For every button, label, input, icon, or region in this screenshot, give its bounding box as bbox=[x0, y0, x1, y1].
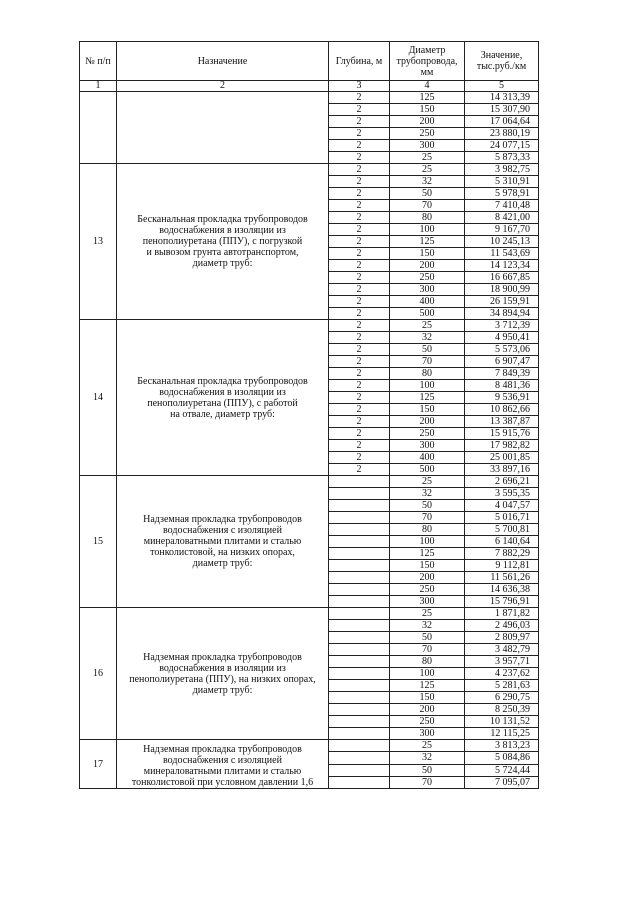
item-description-line: водоснабжения с изоляцией bbox=[163, 525, 282, 536]
depth-cell bbox=[329, 764, 390, 776]
diameter-cell: 400 bbox=[390, 452, 465, 464]
depth-cell: 2 bbox=[329, 164, 390, 176]
diameter-cell: 125 bbox=[390, 680, 465, 692]
value-cell: 14 636,38 bbox=[465, 584, 539, 596]
depth-cell: 2 bbox=[329, 248, 390, 260]
item-description bbox=[117, 740, 329, 789]
diameter-cell: 25 bbox=[390, 164, 465, 176]
depth-cell: 2 bbox=[329, 452, 390, 464]
header-diameter-line: трубопровода, bbox=[396, 55, 458, 67]
value-cell: 3 957,71 bbox=[465, 656, 539, 668]
diameter-cell: 500 bbox=[390, 464, 465, 476]
item-description-line: пенополиуретана (ППУ), на низких опорах, bbox=[129, 673, 316, 685]
item-description-line: водоснабжения в изоляции из bbox=[159, 386, 286, 398]
depth-cell: 2 bbox=[329, 200, 390, 212]
item-description bbox=[117, 608, 329, 740]
depth-cell: 2 bbox=[329, 356, 390, 368]
value-cell: 6 290,75 bbox=[465, 692, 539, 704]
item-description-line: пенополиуретана (ППУ), с работой bbox=[147, 397, 298, 409]
value-cell: 10 862,66 bbox=[465, 404, 539, 416]
item-number: 13 bbox=[80, 164, 117, 320]
diameter-cell: 32 bbox=[390, 620, 465, 632]
diameter-cell: 200 bbox=[390, 260, 465, 272]
diameter-cell: 500 bbox=[390, 308, 465, 320]
diameter-cell: 70 bbox=[390, 776, 465, 788]
value-cell: 7 849,39 bbox=[465, 368, 539, 380]
diameter-cell: 50 bbox=[390, 344, 465, 356]
depth-cell: 2 bbox=[329, 428, 390, 440]
diameter-cell: 25 bbox=[390, 152, 465, 164]
diameter-cell: 32 bbox=[390, 332, 465, 344]
value-cell: 10 131,52 bbox=[465, 716, 539, 728]
value-cell: 11 561,26 bbox=[465, 572, 539, 584]
header-value-line: тыс.руб./км bbox=[476, 61, 527, 72]
diameter-cell: 100 bbox=[390, 668, 465, 680]
depth-cell: 2 bbox=[329, 368, 390, 380]
item-description-line: водоснабжения в изоляции из bbox=[159, 662, 286, 674]
value-cell: 8 250,39 bbox=[465, 704, 539, 716]
diameter-cell: 50 bbox=[390, 764, 465, 776]
diameter-cell: 150 bbox=[390, 104, 465, 116]
value-cell: 2 496,03 bbox=[465, 620, 539, 632]
diameter-cell: 50 bbox=[390, 500, 465, 512]
column-number: 3 bbox=[329, 81, 390, 92]
diameter-cell: 200 bbox=[390, 572, 465, 584]
depth-cell bbox=[329, 716, 390, 728]
value-cell: 6 907,47 bbox=[465, 356, 539, 368]
item-description-line: тонколистовой при условном давлении 1,6 bbox=[131, 777, 314, 788]
value-cell: 5 084,86 bbox=[465, 752, 539, 764]
value-cell: 8 481,36 bbox=[465, 380, 539, 392]
value-cell: 14 313,39 bbox=[465, 92, 539, 104]
diameter-cell: 32 bbox=[390, 488, 465, 500]
value-cell: 13 387,87 bbox=[465, 416, 539, 428]
diameter-cell: 200 bbox=[390, 704, 465, 716]
item-description-line: тонколистовой, на низких опорах, bbox=[150, 547, 295, 558]
diameter-cell: 32 bbox=[390, 176, 465, 188]
depth-cell bbox=[329, 704, 390, 716]
value-cell: 3 712,39 bbox=[465, 320, 539, 332]
depth-cell: 2 bbox=[329, 104, 390, 116]
value-cell: 5 281,63 bbox=[465, 680, 539, 692]
depth-cell: 2 bbox=[329, 188, 390, 200]
header-row bbox=[80, 42, 539, 81]
table-header bbox=[80, 42, 539, 92]
value-cell: 5 873,33 bbox=[465, 152, 539, 164]
header-name: Назначение bbox=[117, 42, 329, 81]
value-cell: 23 880,19 bbox=[465, 128, 539, 140]
value-cell: 7 410,48 bbox=[465, 200, 539, 212]
value-cell: 16 667,85 bbox=[465, 272, 539, 284]
value-cell: 2 696,21 bbox=[465, 476, 539, 488]
diameter-cell: 32 bbox=[390, 752, 465, 764]
diameter-cell: 50 bbox=[390, 188, 465, 200]
table-row bbox=[80, 740, 539, 752]
depth-cell: 2 bbox=[329, 212, 390, 224]
item-description-line: на отвале, диаметр труб: bbox=[170, 408, 275, 420]
diameter-cell: 80 bbox=[390, 656, 465, 668]
depth-cell bbox=[329, 752, 390, 764]
value-cell: 34 894,94 bbox=[465, 308, 539, 320]
depth-cell: 2 bbox=[329, 344, 390, 356]
depth-cell bbox=[329, 524, 390, 536]
depth-cell: 2 bbox=[329, 320, 390, 332]
depth-cell bbox=[329, 740, 390, 752]
diameter-cell: 80 bbox=[390, 524, 465, 536]
depth-cell bbox=[329, 632, 390, 644]
item-description-line: минераловатными плитами и сталью bbox=[143, 536, 302, 547]
diameter-cell: 250 bbox=[390, 428, 465, 440]
depth-cell bbox=[329, 776, 390, 788]
value-cell: 7 882,29 bbox=[465, 548, 539, 560]
depth-cell bbox=[329, 692, 390, 704]
depth-cell: 2 bbox=[329, 440, 390, 452]
column-number: 5 bbox=[465, 81, 539, 92]
value-cell: 4 237,62 bbox=[465, 668, 539, 680]
depth-cell: 2 bbox=[329, 416, 390, 428]
diameter-cell: 150 bbox=[390, 560, 465, 572]
value-cell: 9 112,81 bbox=[465, 560, 539, 572]
diameter-cell: 80 bbox=[390, 212, 465, 224]
value-cell: 3 482,79 bbox=[465, 644, 539, 656]
item-description-line: минераловатными плитами и сталью bbox=[143, 766, 302, 777]
depth-cell bbox=[329, 548, 390, 560]
value-cell: 24 077,15 bbox=[465, 140, 539, 152]
diameter-cell: 150 bbox=[390, 248, 465, 260]
depth-cell bbox=[329, 596, 390, 608]
depth-cell bbox=[329, 584, 390, 596]
diameter-cell: 70 bbox=[390, 512, 465, 524]
diameter-cell: 100 bbox=[390, 224, 465, 236]
table-row bbox=[80, 92, 539, 104]
diameter-cell: 150 bbox=[390, 692, 465, 704]
item-description bbox=[117, 476, 329, 608]
table-row bbox=[80, 476, 539, 488]
item-description-line: пенополиуретана (ППУ), с погрузкой bbox=[142, 236, 303, 247]
diameter-cell: 125 bbox=[390, 548, 465, 560]
diameter-cell: 50 bbox=[390, 632, 465, 644]
value-cell: 5 700,81 bbox=[465, 524, 539, 536]
table-row bbox=[80, 320, 539, 332]
diameter-cell: 300 bbox=[390, 140, 465, 152]
diameter-cell: 125 bbox=[390, 392, 465, 404]
depth-cell bbox=[329, 488, 390, 500]
depth-cell: 2 bbox=[329, 236, 390, 248]
value-cell: 15 796,91 bbox=[465, 596, 539, 608]
value-cell: 33 897,16 bbox=[465, 464, 539, 476]
diameter-cell: 25 bbox=[390, 608, 465, 620]
value-cell: 4 047,57 bbox=[465, 500, 539, 512]
header-diameter-line: мм bbox=[420, 66, 434, 78]
depth-cell bbox=[329, 500, 390, 512]
item-description-line: Бесканальная прокладка трубопроводов bbox=[137, 214, 308, 225]
item-description-line: Бесканальная прокладка трубопроводов bbox=[137, 375, 308, 387]
depth-cell bbox=[329, 656, 390, 668]
depth-cell: 2 bbox=[329, 92, 390, 104]
value-cell: 5 310,91 bbox=[465, 176, 539, 188]
value-cell: 9 536,91 bbox=[465, 392, 539, 404]
column-numbers-row bbox=[80, 81, 539, 92]
depth-cell: 2 bbox=[329, 152, 390, 164]
value-cell: 10 245,13 bbox=[465, 236, 539, 248]
column-number: 1 bbox=[80, 81, 117, 92]
header-number: № п/п bbox=[80, 42, 117, 81]
depth-cell: 2 bbox=[329, 116, 390, 128]
item-number: 16 bbox=[80, 608, 117, 740]
value-cell: 26 159,91 bbox=[465, 296, 539, 308]
diameter-cell: 70 bbox=[390, 200, 465, 212]
diameter-cell: 250 bbox=[390, 584, 465, 596]
depth-cell bbox=[329, 512, 390, 524]
value-cell: 3 813,23 bbox=[465, 740, 539, 752]
diameter-cell: 400 bbox=[390, 296, 465, 308]
diameter-cell: 125 bbox=[390, 236, 465, 248]
diameter-cell: 100 bbox=[390, 536, 465, 548]
header-value-line: Значение, bbox=[480, 50, 523, 61]
item-description-line: Надземная прокладка трубопроводов bbox=[143, 651, 302, 663]
value-cell: 17 982,82 bbox=[465, 440, 539, 452]
value-cell: 3 595,35 bbox=[465, 488, 539, 500]
value-cell: 5 724,44 bbox=[465, 764, 539, 776]
depth-cell bbox=[329, 476, 390, 488]
item-description-line: Надземная прокладка трубопроводов bbox=[143, 514, 302, 525]
depth-cell: 2 bbox=[329, 308, 390, 320]
diameter-cell: 200 bbox=[390, 416, 465, 428]
depth-cell bbox=[329, 620, 390, 632]
depth-cell bbox=[329, 668, 390, 680]
diameter-cell: 100 bbox=[390, 380, 465, 392]
depth-cell bbox=[329, 608, 390, 620]
depth-cell: 2 bbox=[329, 380, 390, 392]
value-cell: 5 978,91 bbox=[465, 188, 539, 200]
diameter-cell: 25 bbox=[390, 320, 465, 332]
table-body bbox=[80, 92, 539, 789]
diameter-cell: 300 bbox=[390, 596, 465, 608]
price-table bbox=[79, 41, 539, 789]
item-description bbox=[117, 92, 329, 164]
header-diameter-line: Диаметр bbox=[408, 44, 446, 56]
value-cell: 6 140,64 bbox=[465, 536, 539, 548]
depth-cell bbox=[329, 572, 390, 584]
diameter-cell: 200 bbox=[390, 116, 465, 128]
depth-cell: 2 bbox=[329, 140, 390, 152]
item-description-line: диаметр труб: bbox=[192, 258, 253, 269]
item-description bbox=[117, 164, 329, 320]
depth-cell: 2 bbox=[329, 332, 390, 344]
depth-cell: 2 bbox=[329, 272, 390, 284]
header-depth: Глубина, м bbox=[329, 42, 390, 81]
value-cell: 5 016,71 bbox=[465, 512, 539, 524]
diameter-cell: 300 bbox=[390, 728, 465, 740]
table-row bbox=[80, 164, 539, 176]
diameter-cell: 125 bbox=[390, 92, 465, 104]
value-cell: 2 809,97 bbox=[465, 632, 539, 644]
diameter-cell: 250 bbox=[390, 128, 465, 140]
value-cell: 1 871,82 bbox=[465, 608, 539, 620]
diameter-cell: 250 bbox=[390, 716, 465, 728]
diameter-cell: 25 bbox=[390, 476, 465, 488]
depth-cell: 2 bbox=[329, 464, 390, 476]
table-row bbox=[80, 608, 539, 620]
depth-cell: 2 bbox=[329, 284, 390, 296]
column-number: 2 bbox=[117, 81, 329, 92]
diameter-cell: 300 bbox=[390, 284, 465, 296]
value-cell: 18 900,99 bbox=[465, 284, 539, 296]
value-cell: 9 167,70 bbox=[465, 224, 539, 236]
value-cell: 7 095,07 bbox=[465, 776, 539, 788]
value-cell: 17 064,64 bbox=[465, 116, 539, 128]
item-number: 15 bbox=[80, 476, 117, 608]
value-cell: 8 421,00 bbox=[465, 212, 539, 224]
depth-cell bbox=[329, 644, 390, 656]
item-number: 14 bbox=[80, 320, 117, 476]
item-description-line: и вывозом грунта автотранспортом, bbox=[146, 247, 299, 258]
depth-cell: 2 bbox=[329, 392, 390, 404]
item-description bbox=[117, 320, 329, 476]
diameter-cell: 250 bbox=[390, 272, 465, 284]
value-cell: 15 915,76 bbox=[465, 428, 539, 440]
item-description-line: водоснабжения в изоляции из bbox=[159, 225, 286, 236]
diameter-cell: 300 bbox=[390, 440, 465, 452]
diameter-cell: 80 bbox=[390, 368, 465, 380]
value-cell: 12 115,25 bbox=[465, 728, 539, 740]
depth-cell bbox=[329, 536, 390, 548]
value-cell: 25 001,85 bbox=[465, 452, 539, 464]
item-description-line: диаметр труб: bbox=[192, 558, 253, 569]
depth-cell: 2 bbox=[329, 224, 390, 236]
value-cell: 4 950,41 bbox=[465, 332, 539, 344]
depth-cell bbox=[329, 560, 390, 572]
depth-cell: 2 bbox=[329, 176, 390, 188]
depth-cell: 2 bbox=[329, 260, 390, 272]
column-number: 4 bbox=[390, 81, 465, 92]
value-cell: 5 573,06 bbox=[465, 344, 539, 356]
diameter-cell: 150 bbox=[390, 404, 465, 416]
depth-cell: 2 bbox=[329, 404, 390, 416]
item-description-line: водоснабжения с изоляцией bbox=[163, 755, 282, 766]
depth-cell bbox=[329, 680, 390, 692]
value-cell: 15 307,90 bbox=[465, 104, 539, 116]
item-number: 17 bbox=[80, 740, 117, 789]
header-diameter bbox=[390, 42, 465, 81]
diameter-cell: 25 bbox=[390, 740, 465, 752]
item-number bbox=[80, 92, 117, 164]
value-cell: 3 982,75 bbox=[465, 164, 539, 176]
depth-cell: 2 bbox=[329, 128, 390, 140]
header-value bbox=[465, 42, 539, 81]
diameter-cell: 70 bbox=[390, 644, 465, 656]
depth-cell bbox=[329, 728, 390, 740]
item-description-line: диаметр труб: bbox=[192, 684, 253, 696]
depth-cell: 2 bbox=[329, 296, 390, 308]
diameter-cell: 70 bbox=[390, 356, 465, 368]
value-cell: 14 123,34 bbox=[465, 260, 539, 272]
value-cell: 11 543,69 bbox=[465, 248, 539, 260]
item-description-line: Надземная прокладка трубопроводов bbox=[143, 744, 302, 755]
